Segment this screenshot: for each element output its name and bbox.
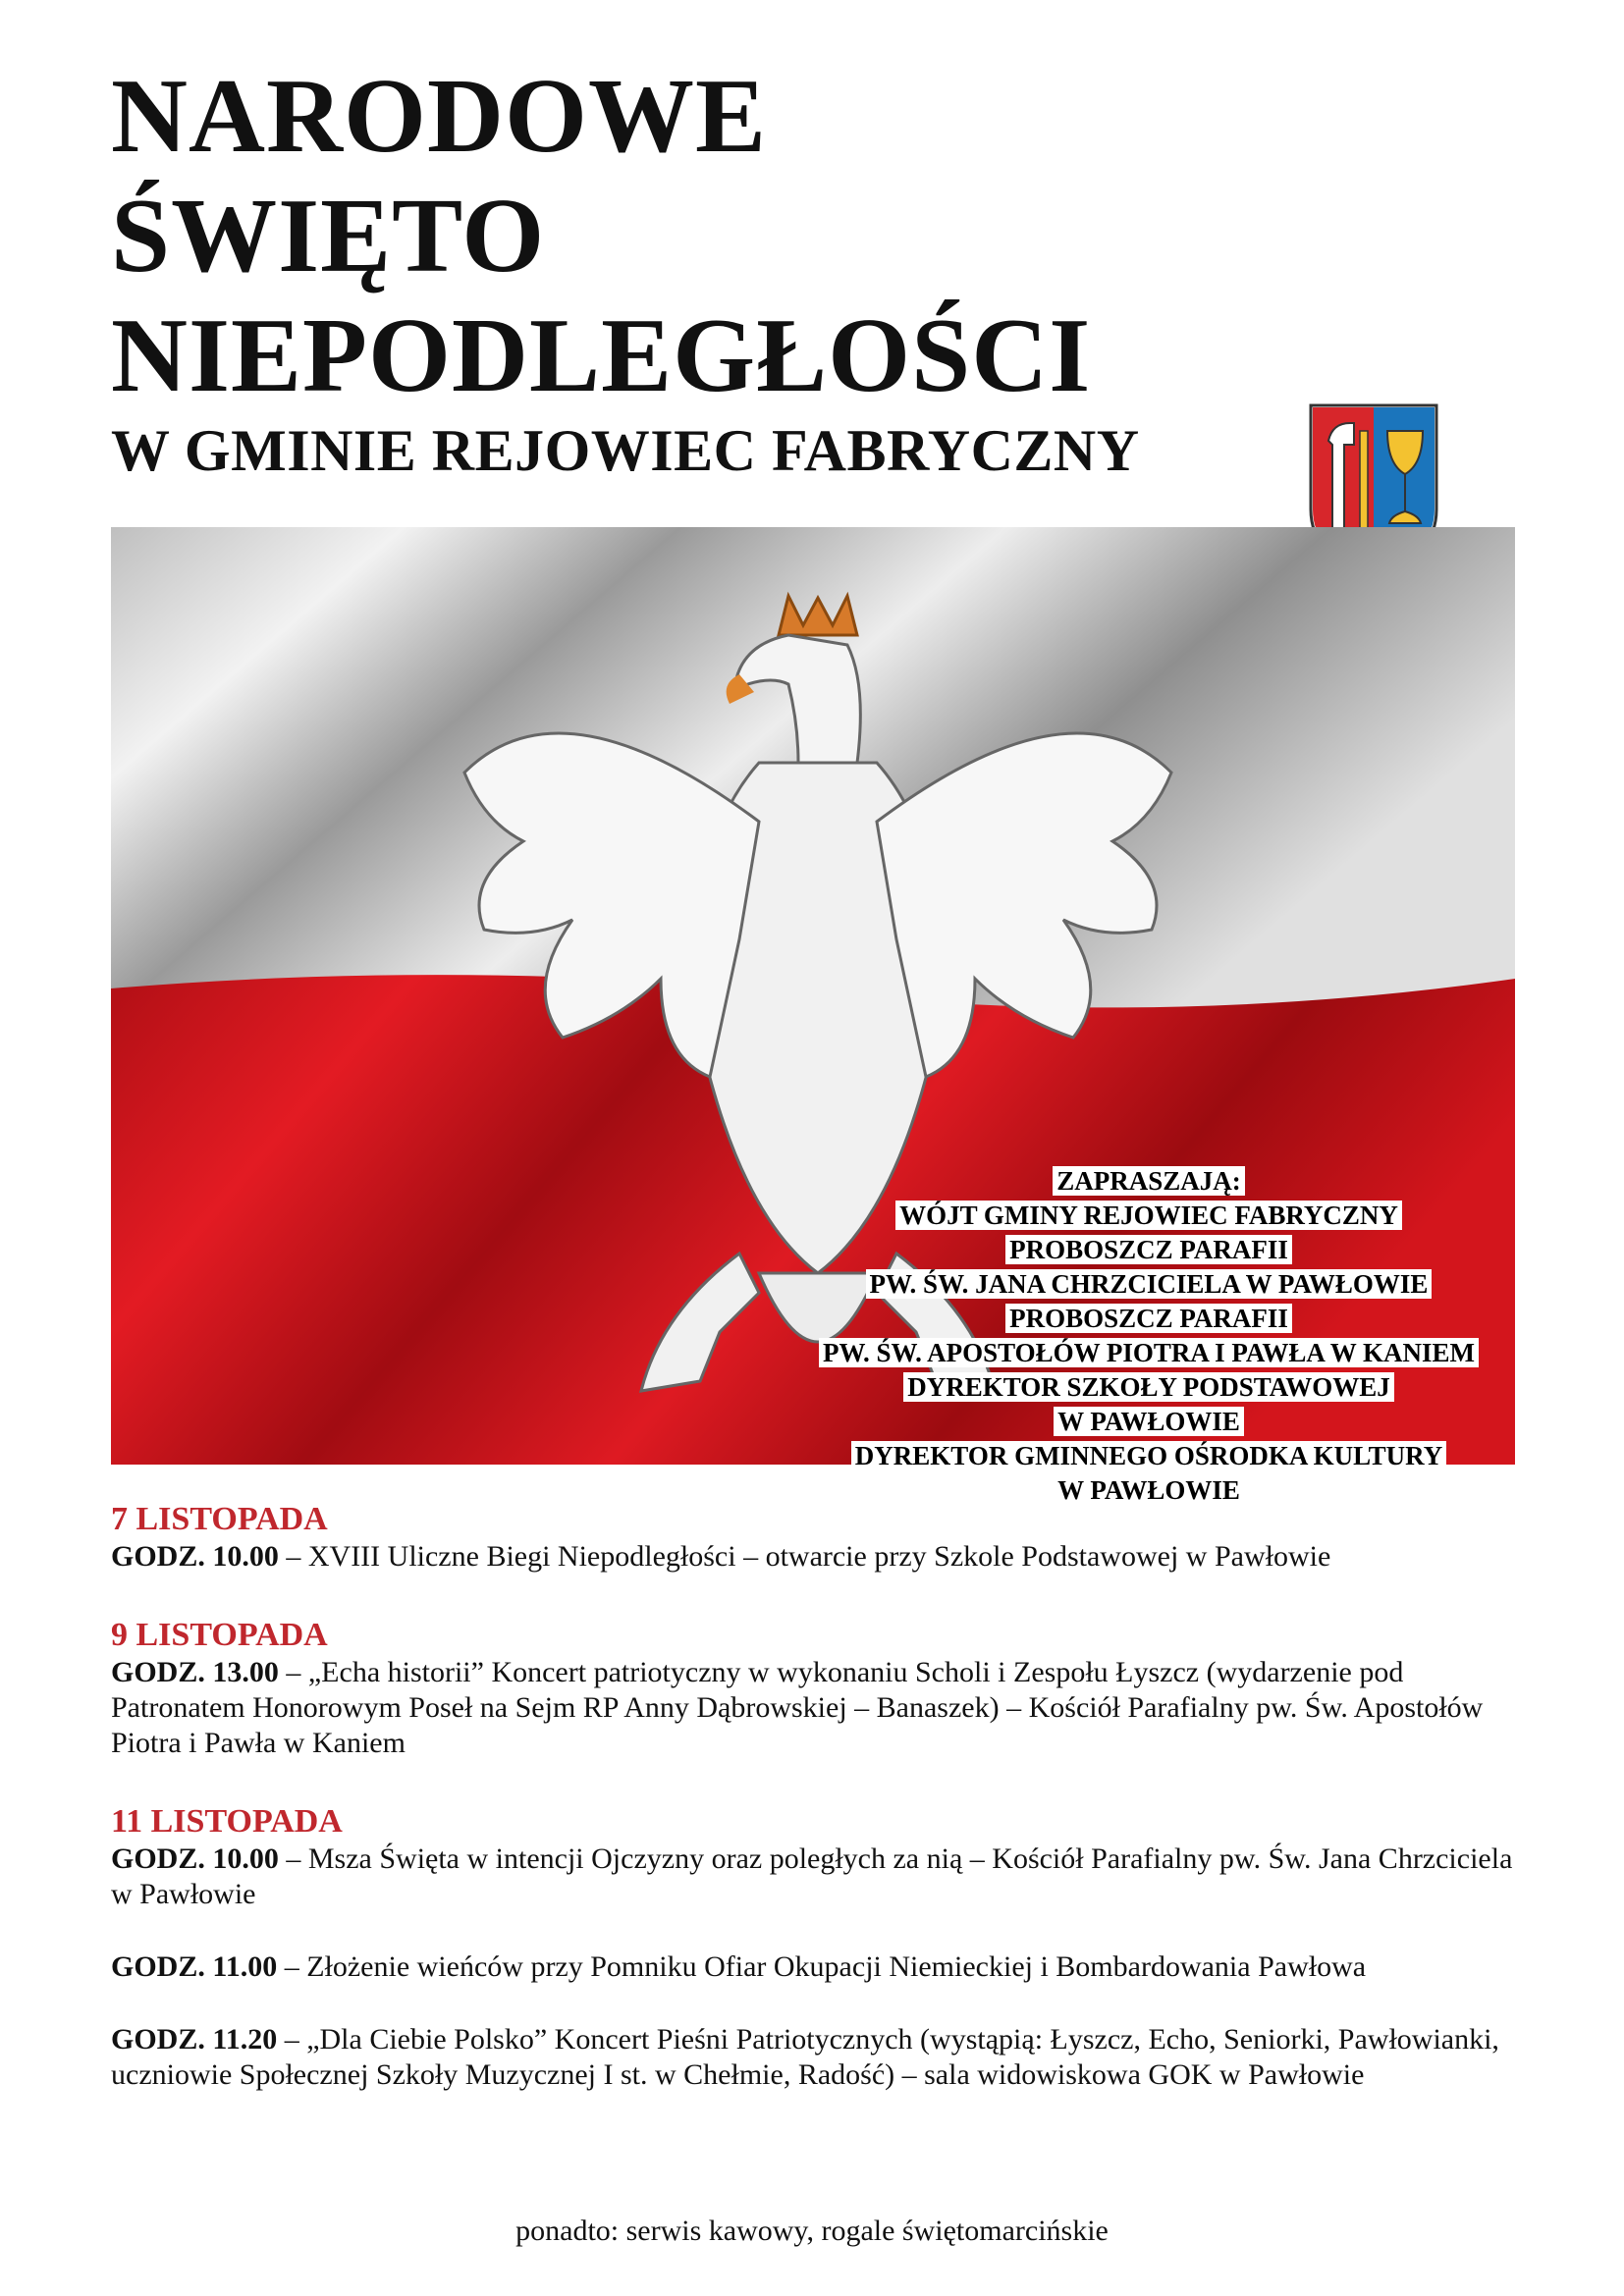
invite-line: DYREKTOR SZKOŁY PODSTAWOWEJ [903,1372,1394,1402]
invite-line: ZAPRASZAJĄ: [1053,1166,1245,1196]
event-text: – „Echa historii” Koncert patriotyczny w wykonaniu Scholi i Zespołu Łyszcz (wydarzenie pod Patronatem Honorowym Poseł na Sejm RP Anny Dąbrowskiej – Banaszek) – Kościół Parafialny pw. Św. Apostołów Piotra i Pawła w Kaniem [111,1656,1484,1759]
title-block [111,57,1140,483]
invite-line: DYREKTOR GMINNEGO OŚRODKA KULTURY [851,1441,1446,1470]
invitation-box [766,1164,1532,1508]
invite-line: PW. ŚW. APOSTOŁÓW PIOTRA I PAWŁA W KANIEM [819,1338,1479,1367]
event-item [111,1655,1525,1761]
invite-line: W PAWŁOWIE [1054,1475,1244,1505]
invite-line: PROBOSZCZ PARAFII [1005,1235,1292,1264]
day-heading: 7 LISTOPADA [111,1501,328,1537]
invite-line: PROBOSZCZ PARAFII [1005,1304,1292,1333]
event-time: GODZ. 10.00 [111,1540,279,1573]
event-text: – Złożenie wieńców przy Pomniku Ofiar Okupacji Niemieckiej i Bombardowania Pawłowa [277,1950,1367,1983]
title-line-2: ŚWIĘTO [111,178,546,294]
title-line-1: NARODOWE [111,58,768,175]
program-schedule [111,1500,1525,2093]
event-time: GODZ. 13.00 [111,1656,279,1688]
event-text: – Msza Święta w intencji Ojczyzny oraz poległych za nią – Kościół Parafialny pw. Św. Jana Chrzciciela w Pawłowie [111,1842,1513,1910]
subtitle: W GMINIE REJOWIEC FABRYCZNY [111,418,1140,483]
invite-line: PW. ŚW. JANA CHRZCICIELA W PAWŁOWIE [866,1269,1433,1299]
day-heading: 9 LISTOPADA [111,1617,328,1653]
event-item [111,1842,1525,1912]
title-line-3: NIEPODLEGŁOŚCI [111,297,1092,414]
invite-line: W PAWŁOWIE [1054,1407,1244,1436]
event-item [111,2022,1525,2093]
event-time: GODZ. 11.00 [111,1950,278,1983]
day-heading: 11 LISTOPADA [111,1803,343,1840]
event-text: – XVIII Uliczne Biegi Niepodległości – otwarcie przy Szkole Podstawowej w Pawłowie [278,1540,1331,1573]
event-time: GODZ. 11.20 [111,2023,278,2056]
event-item [111,1539,1525,1575]
event-item [111,1949,1525,1985]
footer-note: ponadto: serwis kawowy, rogale świętomarcińskie [515,2215,1109,2247]
invite-line: WÓJT GMINY REJOWIEC FABRYCZNY [895,1201,1402,1230]
event-text: – „Dla Ciebie Polsko” Koncert Pieśni Patriotycznych (wystąpią: Łyszcz, Echo, Seniorki, Pawłowianki, uczniowie Społecznej Szkoły Muzycznej I st. w Chełmie, Radość) – sala widowiskowa GOK w Pawłowie [111,2023,1499,2091]
event-time: GODZ. 10.00 [111,1842,279,1875]
